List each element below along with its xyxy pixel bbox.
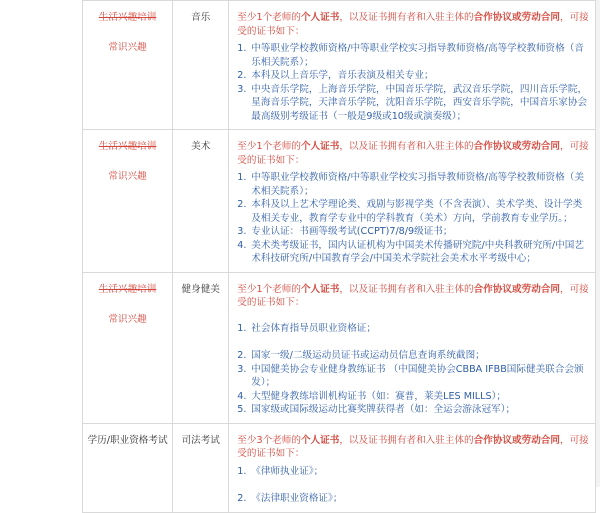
list-item: 1. 中等职业学校教师资格/中等职业学校实习指导教师资格/高等学校教师资格（美术相关院系）； (237, 172, 584, 197)
category-struck-label: 生活兴趣培训 (98, 12, 157, 23)
list-item: 1. 社会体育指导员职业资格证； (237, 322, 376, 334)
list-item: 1. 中等职业学校教师资格/中等职业学校实习指导教师资格/高等学校教师资格（音乐相关院系）； (237, 43, 584, 68)
requirement-description: 至少1个老师的个人证书，以及证书拥有者和入驻主体的合作协议或劳动合同，可接受的证书如下： (237, 141, 589, 166)
subject-cell (173, 1, 229, 130)
certificate-list (229, 465, 595, 512)
category-cell (83, 423, 173, 512)
category-label: 常识兴趣 (108, 313, 147, 325)
category-cell (83, 272, 173, 423)
category-struck-label: 生活兴趣培训 (98, 283, 157, 295)
certificate-list (229, 42, 595, 129)
requirement-description: 至少1个老师的个人证书，以及证书拥有者和入驻主体的合作协议或劳动合同，可接受的证书如下： (237, 12, 589, 37)
requirement-description: 至少3个老师的个人证书，以及证书拥有者和入驻主体的合作协议或劳动合同，可接受的证书如下： (237, 434, 589, 459)
certificate-list (229, 171, 595, 272)
subject-cell (173, 130, 229, 273)
certificate-list (229, 322, 595, 423)
subject-cell (173, 272, 229, 423)
table-row (83, 130, 596, 273)
left-margin (0, 0, 82, 487)
certificate-requirements-table (82, 0, 596, 513)
list-item: 3. 中央音乐学院，上海音乐学院，中国音乐学院，武汉音乐学院，四川音乐学院，星海音乐学院，天津音乐学院，沈阳音乐学院，西安音乐学院，中国音乐家协会最高级别考级证书（一般是9级或10级或演奏级）； (237, 83, 588, 122)
category-label: 学历/职业资格考试 (87, 434, 168, 446)
category-struck-label: 生活兴趣培训 (98, 141, 157, 152)
list-item: 2. 本科及以上音乐学，音乐表演及相关专业； (237, 70, 434, 81)
category-label: 常识兴趣 (108, 171, 147, 182)
list-item: 5. 国家级或国际级运动比赛奖牌获得者（如：全运会游泳冠军）； (237, 404, 516, 415)
subject-label: 音乐 (191, 12, 211, 23)
subject-label: 健身健美 (181, 283, 220, 295)
subject-label: 司法考试 (181, 434, 220, 446)
list-item: 2. 本科及以上艺术学理论类、戏剧与影视学类（不含表演）、美术学类、设计学类及相关专业，教育学专业中的学科教育（美术）方向，学前教育专业学历。； (237, 199, 583, 224)
table-row (83, 1, 596, 130)
table-row (83, 272, 596, 423)
requirement-description: 至少1个老师的个人证书，以及证书拥有者和入驻主体的合作协议或劳动合同，可接受的证书如下： (237, 283, 589, 308)
list-item: 4. 大型健身教练培训机构证书（如：赛普，莱美LES MILLS）； (237, 390, 506, 402)
list-item: 3. 中国健美协会专业健身教练证书 （中国健美协会CBBA IFBB国际健美联合会颁发）； (237, 363, 584, 388)
requirement-cell (229, 130, 596, 273)
table-row (83, 423, 596, 512)
list-item: 2. 国家一级/二级运动员证书或运动员信息查询系统截图； (237, 350, 485, 361)
requirement-cell (229, 272, 596, 423)
requirement-cell (229, 1, 596, 130)
scrollbar-track[interactable] (596, 0, 600, 487)
subject-label: 美术 (191, 141, 211, 152)
requirement-cell (229, 423, 596, 512)
subject-cell (173, 423, 229, 512)
category-cell (83, 1, 173, 130)
list-item: 4. 美术类考级证书，国内认证机构为中国美术传播研究院/中央科教研究所/中国艺术科技研究所/中国教育学会/中国美术学院社会美术水平考级中心； (237, 239, 584, 264)
list-item: 2. 《法律职业资格证》； (237, 493, 343, 504)
list-item: 1. 《律师执业证》； (237, 465, 324, 477)
category-label: 常识兴趣 (108, 42, 147, 53)
category-cell (83, 130, 173, 273)
list-item: 3. 专业认证：书画等级考试(CCPT)7/8/9级证书； (237, 226, 453, 237)
